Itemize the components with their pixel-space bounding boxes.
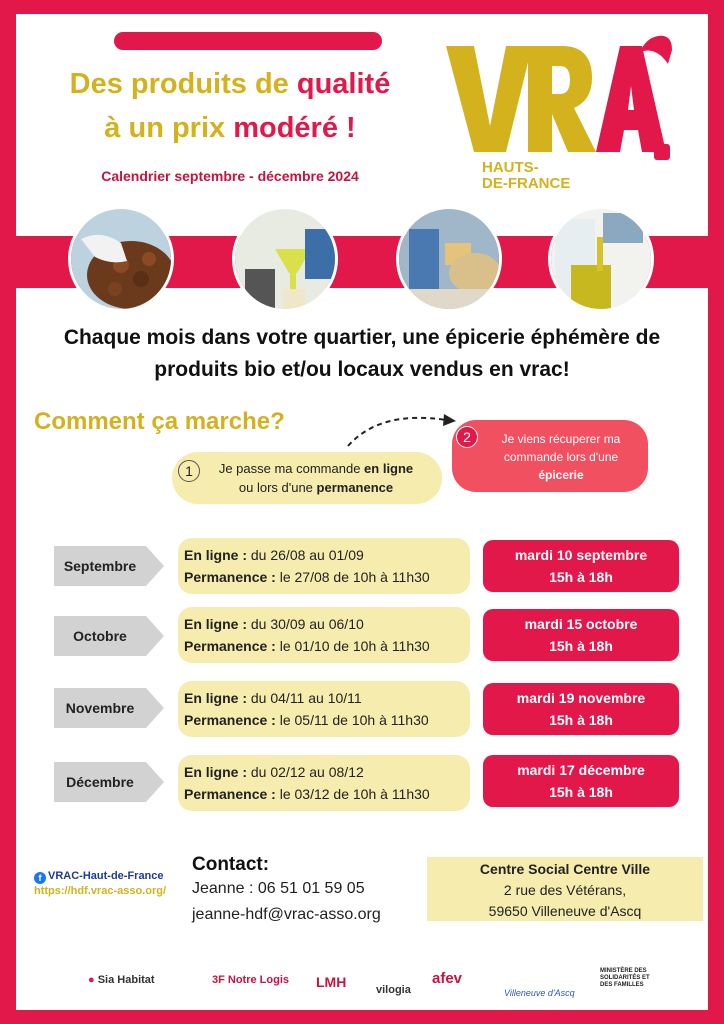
partner-afev-logo: afev [432,970,463,987]
permanence-label: Permanence : [184,638,276,654]
step-2-bubble [452,420,648,492]
logo-region-line2: DE-FRANCE [482,175,571,192]
online-label: En ligne : [184,547,247,563]
event-day: mardi 15 octobre [524,616,638,632]
permanence-dates: le 03/12 de 10h à 11h30 [275,786,430,802]
partner-ministere-logo: MINISTÈRE DES SOLIDARITÉS ET DES FAMILLES [600,968,650,988]
dates-in-bag-photo [68,206,174,312]
oil-pouring-photo [548,206,654,312]
website-link[interactable]: https://hdf.vrac-asso.org/ [34,885,167,897]
headline-highlight: modéré ! [233,112,356,144]
centre-address-line1: 2 rue des Vétérans, [503,882,627,898]
event-day: mardi 10 septembre [514,547,648,563]
how-it-works-title: Comment ça marche? [34,408,285,435]
calendar-subtitle: Calendrier septembre - décembre 2024 [101,168,359,184]
event-hours: 15h à 18h [549,712,613,728]
contact-phone[interactable]: Jeanne : 06 51 01 59 05 [192,880,365,897]
month-label: Décembre [66,774,134,790]
month-label: Octobre [73,628,127,644]
partner-vilogia-logo: vilogia [376,984,411,996]
order-dates [178,538,470,594]
permanence-label: Permanence : [184,569,276,585]
epicerie-date [483,755,679,807]
step-1-bold: en ligne [364,461,414,476]
facebook-label: VRAC-Haut-de-France [48,870,164,882]
month-label: Septembre [63,558,137,574]
month-tag [54,546,164,586]
step-1-bold: permanence [316,480,394,495]
step-1-text: Je passe ma commande [218,461,365,476]
online-dates: du 26/08 au 01/09 [247,547,364,563]
partner-name: Sia Habitat [97,974,155,986]
event-hours: 15h à 18h [549,569,613,585]
event-hours: 15h à 18h [549,784,613,800]
logo-region-line1: HAUTS- [482,159,539,176]
event-day: mardi 19 novembre [516,690,646,706]
online-label: En ligne : [184,764,247,780]
month-tag [54,616,164,656]
order-dates [178,681,470,737]
centre-name: Centre Social Centre Ville [479,861,651,877]
order-dates [178,607,470,663]
epicerie-date [483,683,679,735]
step-1-number: 1 [178,460,200,482]
order-dates [178,755,470,811]
sia-habitat-icon: ● [88,974,95,986]
headline [30,62,430,150]
centre-address-line2: 59650 Villeneuve d'Ascq [488,903,642,919]
step-2-text: commande lors d'une [503,450,619,464]
permanence-dates: le 05/11 de 10h à 11h30 [275,712,429,728]
headline-highlight: qualité [296,68,391,100]
headline-text: Des produits de [69,68,297,100]
centre-address [427,857,703,921]
partner-sia-habitat-logo [88,974,155,986]
month-label: Novembre [65,700,135,716]
permanence-dates: le 27/08 de 10h à 11h30 [275,569,430,585]
vrac-logo [444,30,674,200]
headline-text: à un prix [104,112,234,144]
permanence-label: Permanence : [184,712,276,728]
online-dates: du 02/12 au 08/12 [247,764,364,780]
bulk-jars-photo [396,206,502,312]
tagline-line2: produits bio et/ou locaux vendus en vrac! [154,358,570,381]
event-hours: 15h à 18h [549,638,613,654]
facebook-icon: f [34,872,46,884]
dashed-arrow-icon [340,406,460,450]
tagline-line1: Chaque mois dans votre quartier, une épicerie éphémère de [63,326,661,349]
online-label: En ligne : [184,616,247,632]
permanence-dates: le 01/10 de 10h à 11h30 [275,638,430,654]
online-dates: du 30/09 au 06/10 [247,616,364,632]
step-1-bubble [172,452,442,504]
decorative-pill [114,32,382,50]
step-2-number: 2 [456,426,478,448]
contact-email[interactable]: jeanne-hdf@vrac-asso.org [192,906,381,923]
funnel-pouring-photo [232,206,338,312]
online-label: En ligne : [184,690,247,706]
month-tag [54,762,164,802]
epicerie-date [483,609,679,661]
step-2-text: Je viens récuperer ma [501,432,621,446]
epicerie-date [483,540,679,592]
online-dates: du 04/11 au 10/11 [247,690,362,706]
permanence-label: Permanence : [184,786,276,802]
contact-title: Contact: [192,854,270,875]
partner-villeneuve-logo: Villeneuve d'Ascq [504,988,575,998]
tagline [24,322,700,386]
partner-3f-logo: 3F Notre Logis [212,974,290,986]
facebook-link[interactable] [34,870,164,884]
event-day: mardi 17 décembre [517,762,645,778]
step-2-bold: épicerie [538,468,584,482]
month-tag [54,688,164,728]
partner-lmh-logo: LMH [316,974,347,990]
step-1-text: ou lors d'une [238,480,317,495]
